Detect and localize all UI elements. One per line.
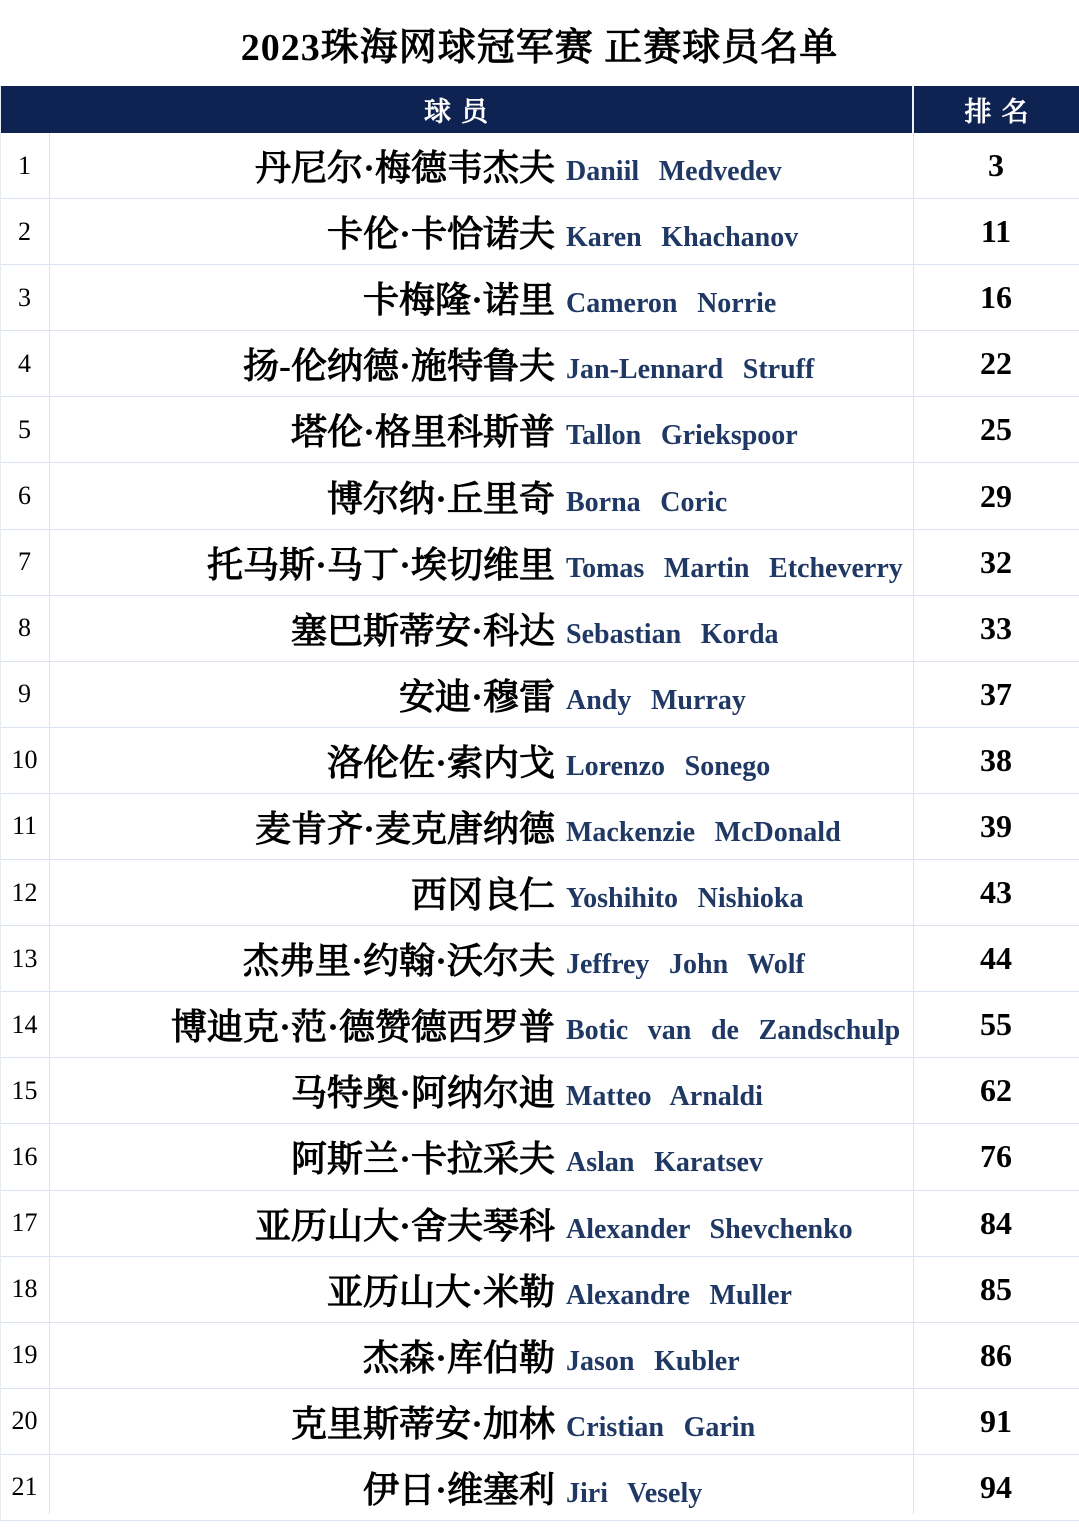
- player-name-cell: [49, 669, 913, 720]
- player-name-cell: [49, 1131, 913, 1182]
- player-name-english: Sebastian Korda: [566, 618, 779, 650]
- player-rank: 91: [980, 1402, 1012, 1439]
- player-rank: 3: [988, 147, 1004, 184]
- table-row: [0, 1455, 1079, 1521]
- table-row: [0, 662, 1079, 728]
- row-number: 11: [11, 811, 38, 841]
- player-name-english: Jan-Lennard Struff: [566, 354, 815, 386]
- player-name-english: Aslan Karatsev: [566, 1147, 763, 1179]
- player-name-english: Alexander Shevchenko: [566, 1213, 853, 1245]
- player-name-english: Cristian Garin: [566, 1411, 756, 1443]
- player-rank: 29: [980, 477, 1012, 514]
- player-name-english: Matteo Arnaldi: [566, 1081, 763, 1113]
- table-row: [0, 397, 1079, 463]
- player-name-english: Tallon Griekspoor: [566, 420, 798, 452]
- player-rank: 22: [980, 345, 1012, 382]
- player-rank: 43: [980, 874, 1012, 911]
- player-name-chinese: 博迪克·范·德赞德西罗普: [170, 1007, 555, 1048]
- table-row: [0, 133, 1079, 199]
- player-name-cell: [49, 999, 913, 1050]
- table-row: [0, 728, 1079, 794]
- player-rank: 55: [980, 1006, 1012, 1043]
- player-name-chinese: 马特奥·阿纳尔迪: [290, 1073, 555, 1114]
- player-name-english: Cameron Norrie: [566, 288, 777, 320]
- player-name-cell: [49, 1462, 913, 1513]
- player-name-chinese: 丹尼尔·梅德韦杰夫: [254, 148, 555, 189]
- player-rank: 33: [980, 609, 1012, 646]
- player-name-english: Borna Coric: [566, 486, 728, 518]
- player-name-cell: [49, 1264, 913, 1315]
- player-name-chinese: 卡梅隆·诺里: [362, 280, 555, 321]
- row-number: 8: [18, 613, 31, 643]
- player-name-chinese: 卡伦·卡恰诺夫: [326, 214, 555, 255]
- table-row: [0, 794, 1079, 860]
- player-name-cell: [49, 272, 913, 323]
- player-rank: 16: [980, 279, 1012, 316]
- player-name-english: Andy Murray: [566, 684, 746, 716]
- player-rank: 94: [980, 1468, 1012, 1505]
- row-number: 20: [11, 1406, 38, 1436]
- table-row: [0, 530, 1079, 596]
- player-name-cell: [49, 933, 913, 984]
- player-rank: 11: [980, 213, 1012, 250]
- player-rank: 37: [980, 675, 1012, 712]
- table-row: [0, 1058, 1079, 1124]
- table-header: [0, 86, 1079, 133]
- row-number: 15: [11, 1075, 38, 1105]
- player-name-english: Botic van de Zandschulp: [566, 1015, 901, 1047]
- row-number: 18: [11, 1274, 38, 1304]
- player-rank: 76: [980, 1138, 1012, 1175]
- row-number: 4: [18, 348, 31, 378]
- player-name-chinese: 亚历山大·米勒: [326, 1271, 555, 1312]
- table-row: [0, 1323, 1079, 1389]
- player-name-cell: [49, 1396, 913, 1447]
- player-rank: 39: [980, 807, 1012, 844]
- player-name-chinese: 托马斯·马丁·埃切维里: [206, 544, 555, 585]
- player-name-english: Daniil Medvedev: [566, 156, 782, 188]
- player-rank: 32: [980, 543, 1012, 580]
- player-name-english: Lorenzo Sonego: [566, 750, 771, 782]
- player-name-chinese: 杰弗里·约翰·沃尔夫: [242, 941, 555, 982]
- player-rank: 86: [980, 1336, 1012, 1373]
- table-body: [0, 133, 1079, 1521]
- player-name-chinese: 塔伦·格里科斯普: [290, 412, 555, 453]
- table-row: [0, 199, 1079, 265]
- row-number: 10: [11, 745, 38, 775]
- player-rank: 84: [980, 1204, 1012, 1241]
- player-name-cell: [49, 735, 913, 786]
- row-number: 3: [18, 282, 31, 312]
- table-row: [0, 463, 1079, 529]
- player-rank: 38: [980, 741, 1012, 778]
- player-name-cell: [49, 140, 913, 191]
- table-row: [0, 1124, 1079, 1190]
- table-row: [0, 596, 1079, 662]
- player-name-english: Jason Kubler: [566, 1345, 740, 1377]
- page-title: 2023珠海网球冠军赛 正赛球员名单: [240, 26, 839, 69]
- player-name-chinese: 麦肯齐·麦克唐纳德: [254, 808, 555, 849]
- row-number: 1: [18, 150, 31, 180]
- player-name-english: Jeffrey John Wolf: [566, 949, 805, 981]
- row-number: 2: [18, 216, 31, 246]
- player-name-chinese: 扬-伦纳德·施特鲁夫: [243, 346, 555, 387]
- player-name-cell: [49, 206, 913, 257]
- row-number: 13: [11, 943, 38, 973]
- row-number: 17: [11, 1208, 38, 1238]
- player-name-chinese: 安迪·穆雷: [398, 676, 555, 717]
- header-player-column: 球员: [424, 97, 498, 127]
- player-name-cell: [49, 1065, 913, 1116]
- row-number: 19: [11, 1340, 38, 1370]
- player-name-cell: [49, 338, 913, 389]
- player-name-chinese: 杰森·库伯勒: [362, 1337, 555, 1378]
- row-number: 16: [11, 1141, 38, 1171]
- row-number: 21: [11, 1472, 38, 1502]
- player-name-cell: [49, 471, 913, 522]
- row-number: 5: [18, 414, 31, 444]
- player-rank: 85: [980, 1270, 1012, 1307]
- player-name-chinese: 博尔纳·丘里奇: [326, 478, 555, 519]
- player-name-chinese: 西冈良仁: [410, 875, 555, 916]
- row-number: 12: [11, 877, 38, 907]
- player-name-cell: [49, 1330, 913, 1381]
- player-rank: 62: [980, 1072, 1012, 1109]
- player-name-english: Alexandre Muller: [566, 1279, 792, 1311]
- player-name-english: Yoshihito Nishioka: [566, 883, 804, 915]
- row-number: 9: [18, 679, 31, 709]
- player-name-cell: [49, 537, 913, 588]
- player-name-chinese: 塞巴斯蒂安·科达: [290, 610, 555, 651]
- player-name-cell: [49, 801, 913, 852]
- table-row: [0, 1389, 1079, 1455]
- player-name-chinese: 克里斯蒂安·加林: [290, 1403, 555, 1444]
- player-name-chinese: 洛伦佐·索内戈: [326, 742, 555, 783]
- player-name-cell: [49, 404, 913, 455]
- player-name-chinese: 阿斯兰·卡拉采夫: [290, 1139, 555, 1180]
- player-name-cell: [49, 603, 913, 654]
- player-name-english: Jiri Vesely: [566, 1477, 703, 1509]
- table-row: [0, 860, 1079, 926]
- player-name-cell: [49, 867, 913, 918]
- header-rank-column: 排名: [964, 97, 1039, 127]
- table-row: [0, 1191, 1079, 1257]
- table-row: [0, 992, 1079, 1058]
- row-number: 14: [11, 1009, 38, 1039]
- table-row: [0, 1257, 1079, 1323]
- table-row: [0, 926, 1079, 992]
- table-row: [0, 331, 1079, 397]
- player-name-english: Karen Khachanov: [566, 222, 799, 254]
- player-name-cell: [49, 1198, 913, 1249]
- table-row: [0, 265, 1079, 331]
- player-rank: 44: [980, 940, 1012, 977]
- player-name-chinese: 伊日·维塞利: [362, 1469, 555, 1510]
- player-name-english: Tomas Martin Etcheverry: [566, 552, 903, 584]
- player-name-chinese: 亚历山大·舍夫琴科: [254, 1205, 555, 1246]
- player-name-english: Mackenzie McDonald: [566, 816, 841, 848]
- row-number: 6: [18, 481, 31, 511]
- row-number: 7: [18, 547, 31, 577]
- player-rank: 25: [980, 411, 1012, 448]
